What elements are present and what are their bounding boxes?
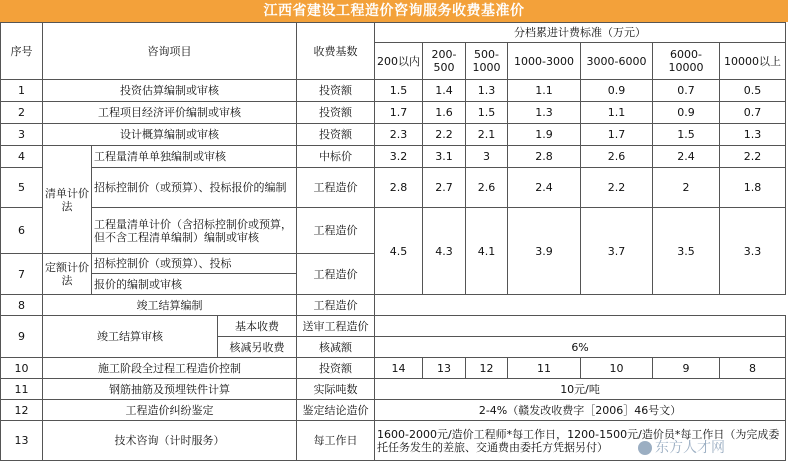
rate-cell-merged: 3.3 [720, 208, 786, 295]
row-item: 招标控制价（或预算）、投标报价的编制 [92, 168, 297, 208]
rate-cell: 2.4 [508, 168, 581, 208]
tier-3: 1000-3000 [508, 43, 581, 80]
row-item: 钢筋抽筋及预埋铁件计算 [43, 379, 297, 400]
row-no: 11 [1, 379, 43, 400]
rate-cell-merged: 4.5 [375, 208, 423, 295]
rate-cell: 1.5 [466, 102, 508, 124]
row-item: 技术咨询（计时服务） [43, 421, 297, 461]
row-no: 2 [1, 102, 43, 124]
row-base: 投资额 [297, 358, 375, 379]
tier-2: 500-1000 [466, 43, 508, 80]
rate-cell: 8 [720, 358, 786, 379]
header-no: 序号 [1, 23, 43, 80]
row-item: 投资估算编制或审核 [43, 80, 297, 102]
tier-5: 6000-10000 [653, 43, 720, 80]
row-no: 8 [1, 295, 43, 316]
rate-cell: 1.7 [581, 124, 653, 146]
rate-cell: 9 [653, 358, 720, 379]
fee-span: 2-4%（赣发改收费字［2006］46号文） [375, 400, 786, 421]
row-base: 送审工程造价 [297, 316, 375, 337]
rate-cell: 1.1 [508, 80, 581, 102]
row-subitem: 基本收费 [218, 316, 297, 337]
rate-cell: 1.3 [508, 102, 581, 124]
rate-cell: 2.2 [423, 124, 466, 146]
row-subitem: 核减另收费 [218, 337, 297, 358]
rate-cell: 0.5 [720, 80, 786, 102]
table-row [1, 208, 786, 254]
rate-cell-merged: 4.1 [466, 208, 508, 295]
rate-cell: 1.5 [653, 124, 720, 146]
rate-cell: 1.4 [423, 80, 466, 102]
row-base: 工程造价 [297, 295, 375, 316]
rate-cell-merged: 3.5 [653, 208, 720, 295]
row-item: 工程量清单单独编制或审核 [92, 146, 297, 168]
table-row [1, 124, 786, 146]
rate-cell-merged: 3.7 [581, 208, 653, 295]
header-row-top [1, 23, 786, 43]
rate-cell: 2.7 [423, 168, 466, 208]
rate-cell: 0.9 [653, 102, 720, 124]
row-no: 4 [1, 146, 43, 168]
table-row [1, 316, 786, 337]
table-row [1, 295, 786, 316]
row-base: 投资额 [297, 80, 375, 102]
fee-span: 10元/吨 [375, 379, 786, 400]
row-no: 12 [1, 400, 43, 421]
rate-cell: 13 [423, 358, 466, 379]
header-tiers-title: 分档累进计费标准（万元） [375, 23, 786, 43]
row-base: 工程造价 [297, 254, 375, 295]
group-qingdan: 清单计价法 [43, 146, 92, 254]
row-base: 核减额 [297, 337, 375, 358]
rate-cell: 1.7 [375, 102, 423, 124]
rate-cell: 1.5 [375, 80, 423, 102]
rate-cell: 2.4 [653, 146, 720, 168]
row-base: 工程造价 [297, 168, 375, 208]
row-no: 13 [1, 421, 43, 461]
rate-cell: 12 [466, 358, 508, 379]
rate-cell: 0.7 [653, 80, 720, 102]
row-base: 投资额 [297, 124, 375, 146]
row-item: 工程量清单计价（含招标控制价或预算，但不含工程清单编制）编制或审核 [92, 208, 297, 254]
table-row [1, 400, 786, 421]
rate-cell: 11 [508, 358, 581, 379]
row-item: 工程项目经济评价编制或审核 [43, 102, 297, 124]
watermark [638, 437, 725, 457]
table-row [1, 102, 786, 124]
rate-cell: 2.1 [466, 124, 508, 146]
rate-cell: 2.2 [720, 146, 786, 168]
table-row [1, 146, 786, 168]
row-item: 施工阶段全过程工程造价控制 [43, 358, 297, 379]
header-item: 咨询项目 [43, 23, 297, 80]
rate-cell: 1.6 [423, 102, 466, 124]
row-no: 5 [1, 168, 43, 208]
rate-cell: 2.8 [508, 146, 581, 168]
rate-cell: 1.8 [720, 168, 786, 208]
row-base: 每工作日 [297, 421, 375, 461]
rate-cell: 1.3 [466, 80, 508, 102]
table-row [1, 80, 786, 102]
rate-cell-merged: 4.3 [423, 208, 466, 295]
row-item: 报价的编制或审核 [92, 274, 297, 295]
row-base: 工程造价 [297, 208, 375, 254]
rate-cell-merged: 3.9 [508, 208, 581, 295]
group-dinge: 定额计价法 [43, 254, 92, 295]
table-row [1, 358, 786, 379]
rate-cell: 2.6 [581, 146, 653, 168]
header-base: 收费基数 [297, 23, 375, 80]
rate-cell: 2 [653, 168, 720, 208]
rate-cell: 3.1 [423, 146, 466, 168]
rate-cell: 2.6 [466, 168, 508, 208]
tier-0: 200以内 [375, 43, 423, 80]
row-no: 1 [1, 80, 43, 102]
rate-cell: 0.7 [720, 102, 786, 124]
row-base: 鉴定结论造价 [297, 400, 375, 421]
watermark-text: 东方人才网 [655, 440, 725, 456]
rate-cell: 3 [466, 146, 508, 168]
row-no: 7 [1, 254, 43, 295]
row-no: 9 [1, 316, 43, 358]
row-base: 中标价 [297, 146, 375, 168]
row-no: 10 [1, 358, 43, 379]
row-base: 投资额 [297, 102, 375, 124]
table-row [1, 379, 786, 400]
table-title: 江西省建设工程造价咨询服务收费基准价 [0, 0, 788, 22]
tier-6: 10000以上 [720, 43, 786, 80]
fee-table [0, 22, 786, 461]
rate-cell: 1.9 [508, 124, 581, 146]
rate-cell: 2.3 [375, 124, 423, 146]
table-row [1, 168, 786, 208]
row-item: 工程造价纠纷鉴定 [43, 400, 297, 421]
rate-cell-span: 6% [375, 337, 786, 358]
row-item: 竣工结算审核 [43, 316, 218, 358]
fee-span: 1600-2000元/造价工程师*每工作日，1200-1500元/造价员*每工作日（为完成委托任务发生的差旅、交通费由委托方凭据另付） [375, 421, 786, 461]
rate-cell: 14 [375, 358, 423, 379]
row-base: 实际吨数 [297, 379, 375, 400]
rate-cell: 3.2 [375, 146, 423, 168]
rate-cell: 0.9 [581, 80, 653, 102]
rate-cell: 10 [581, 358, 653, 379]
row-item: 设计概算编制或审核 [43, 124, 297, 146]
row-item: 招标控制价（或预算）、投标 [92, 254, 297, 274]
tier-1: 200-500 [423, 43, 466, 80]
rate-cell: 2.2 [581, 168, 653, 208]
rate-cell: 1.3 [720, 124, 786, 146]
rate-cell: 2.8 [375, 168, 423, 208]
row-no: 3 [1, 124, 43, 146]
tier-4: 3000-6000 [581, 43, 653, 80]
rate-cell-empty [375, 316, 786, 337]
rate-cell: 1.1 [581, 102, 653, 124]
wechat-icon [638, 441, 652, 455]
row-item: 竣工结算编制 [43, 295, 297, 316]
row-no: 6 [1, 208, 43, 254]
